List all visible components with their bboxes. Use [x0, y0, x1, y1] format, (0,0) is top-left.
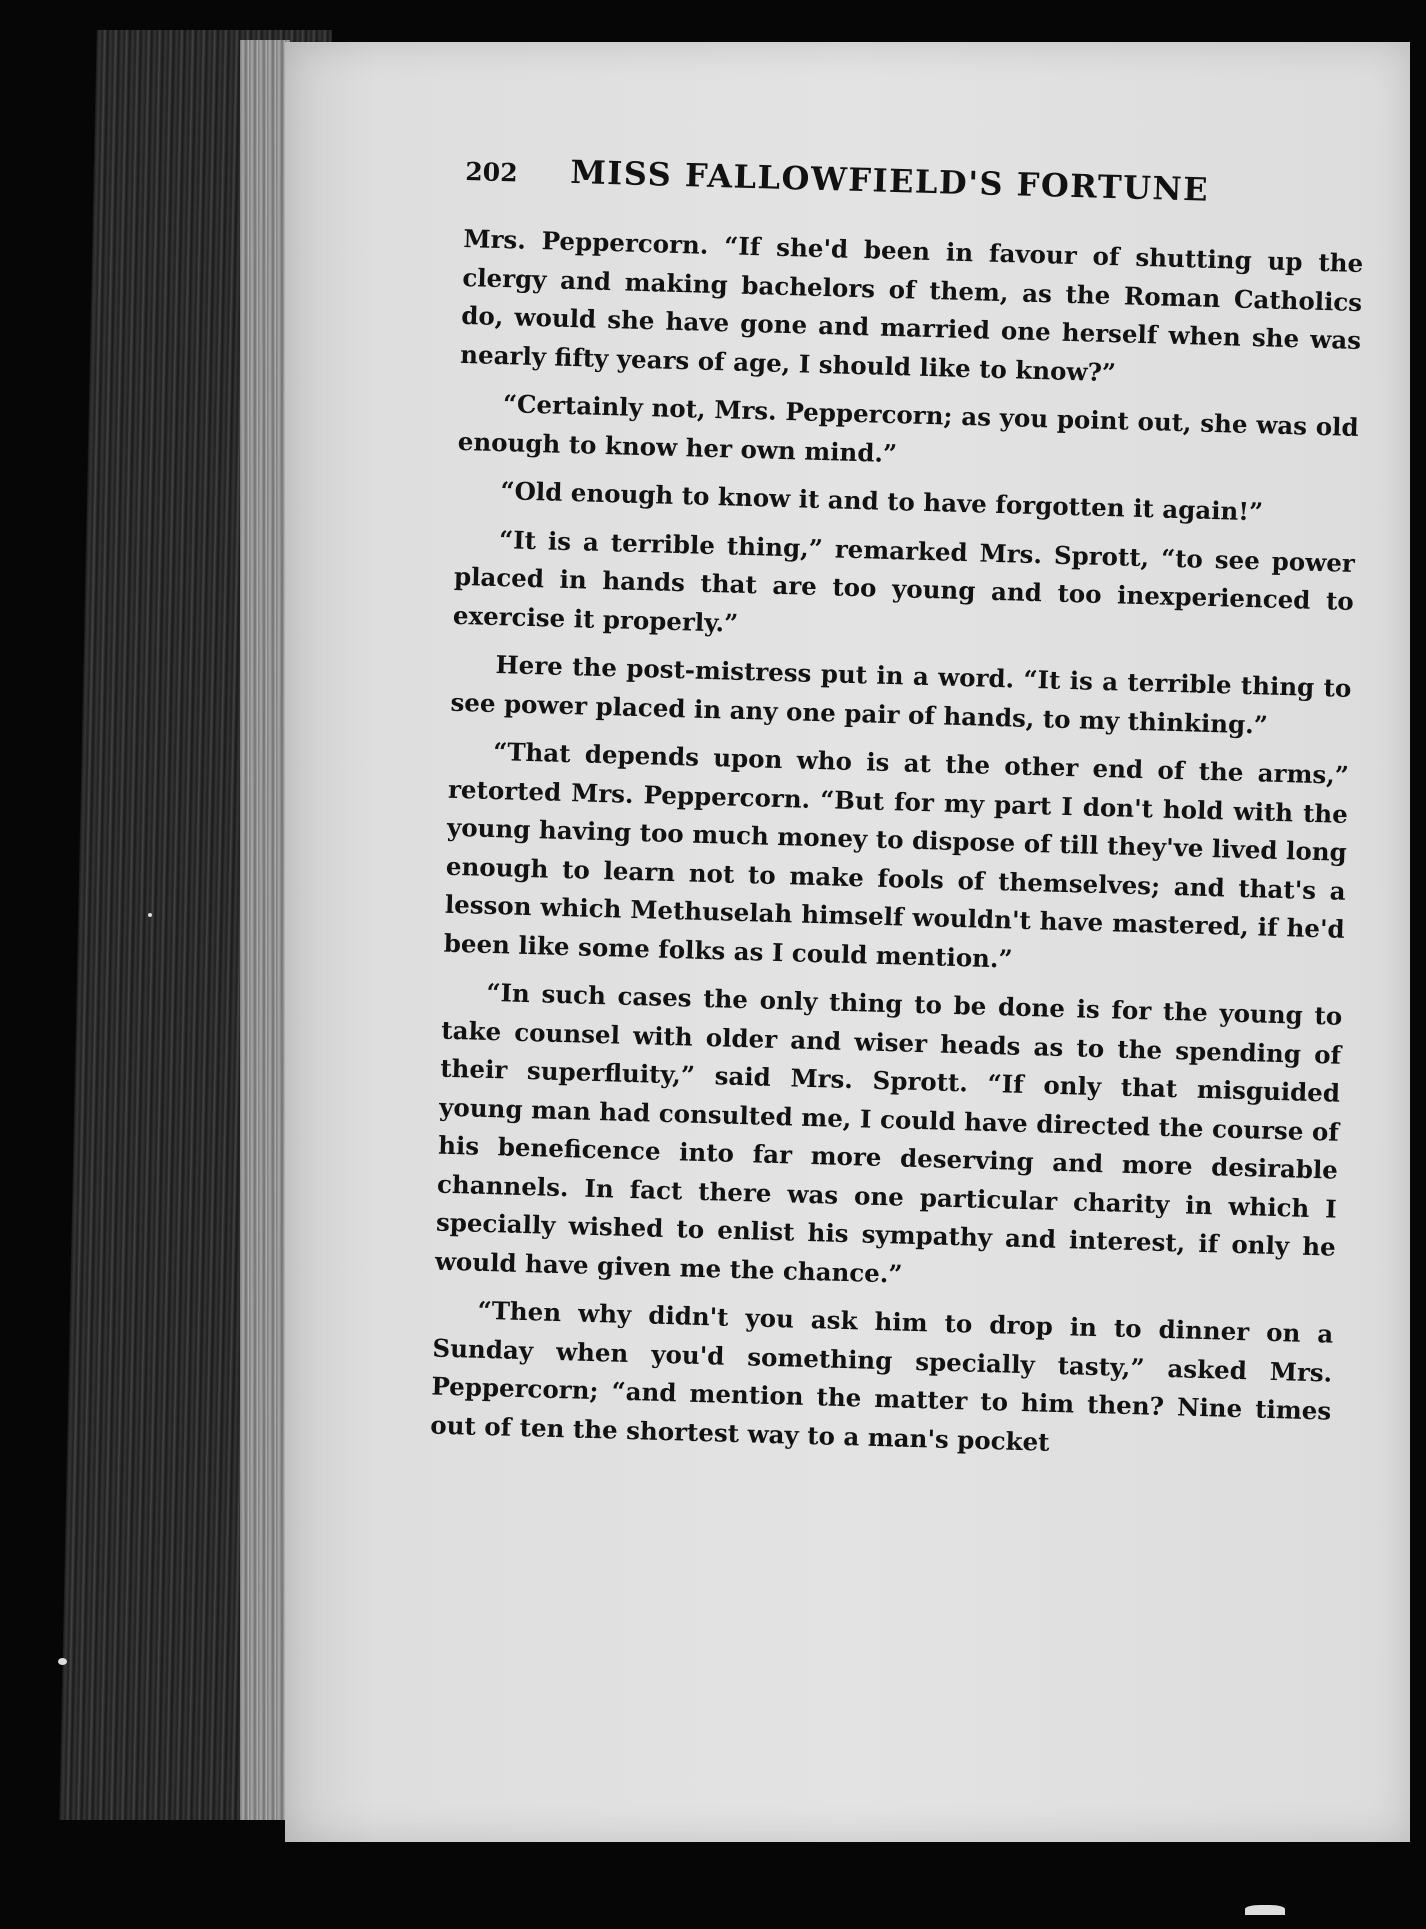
page-text-block [430, 150, 1366, 1480]
paragraph-4: “It is a terrible thing,” remarked Mrs. Sprott, “to see power placed in hands that are too young and too inexperienced to exercise it properly.” [452, 524, 1356, 638]
paragraph-7: “In such cases the only thing to be done is for the young to take counsel with older and wiser heads as to the spending of their superfluity,” said Mrs. Sprott. “If only that misguided young man had consulted me, I could have directed the course of his beneficence into far more deserving and more desirable channels. In fact there was one particular charity in which I specially wished to enlist his sympathy and interest, if only he would have given me the chance.” [434, 977, 1343, 1289]
page-number: 202 [464, 156, 518, 188]
paragraph-2: “Certainly not, Mrs. Peppercorn; as you point out, she was old enough to know her own mind.” [457, 389, 1360, 468]
running-head: MISS FALLOWFIELD'S FORTUNE [569, 152, 1210, 209]
paragraph-6: “That depends upon who is at the other end of the arms,” retorted Mrs. Peppercorn. “But for my part I don't hold with the young having too much money to dispose of till they've lived long enough to learn not to make fools of themselves; and that's a lesson which Methuselah himself wouldn't have mastered, if he'd been like some folks as I could mention.” [443, 737, 1350, 974]
paragraph-1: Mrs. Peppercorn. “If she'd been in favour of shutting up the clergy and making bachelors of them, as the Roman Catholics do, would she have gone and married one herself when she was nearly fifty years of age, I should like to know?” [459, 223, 1364, 387]
paragraph-8: “Then why didn't you ask him to drop in to dinner on a Sunday when you'd something specially tasty,” asked Mrs. Peppercorn; “and mention the matter to him then? Nine times out of ten the shortest way to a man's pocket [429, 1295, 1334, 1457]
paragraph-5: Here the post-mistress put in a word. “It is a terrible thing to see power placed in any one pair of hands, to my thinking.” [450, 650, 1352, 740]
book-page-edges-light [240, 40, 290, 1820]
paragraph-3: “Old enough to know it and to have forgotten it again!” [500, 476, 1264, 527]
